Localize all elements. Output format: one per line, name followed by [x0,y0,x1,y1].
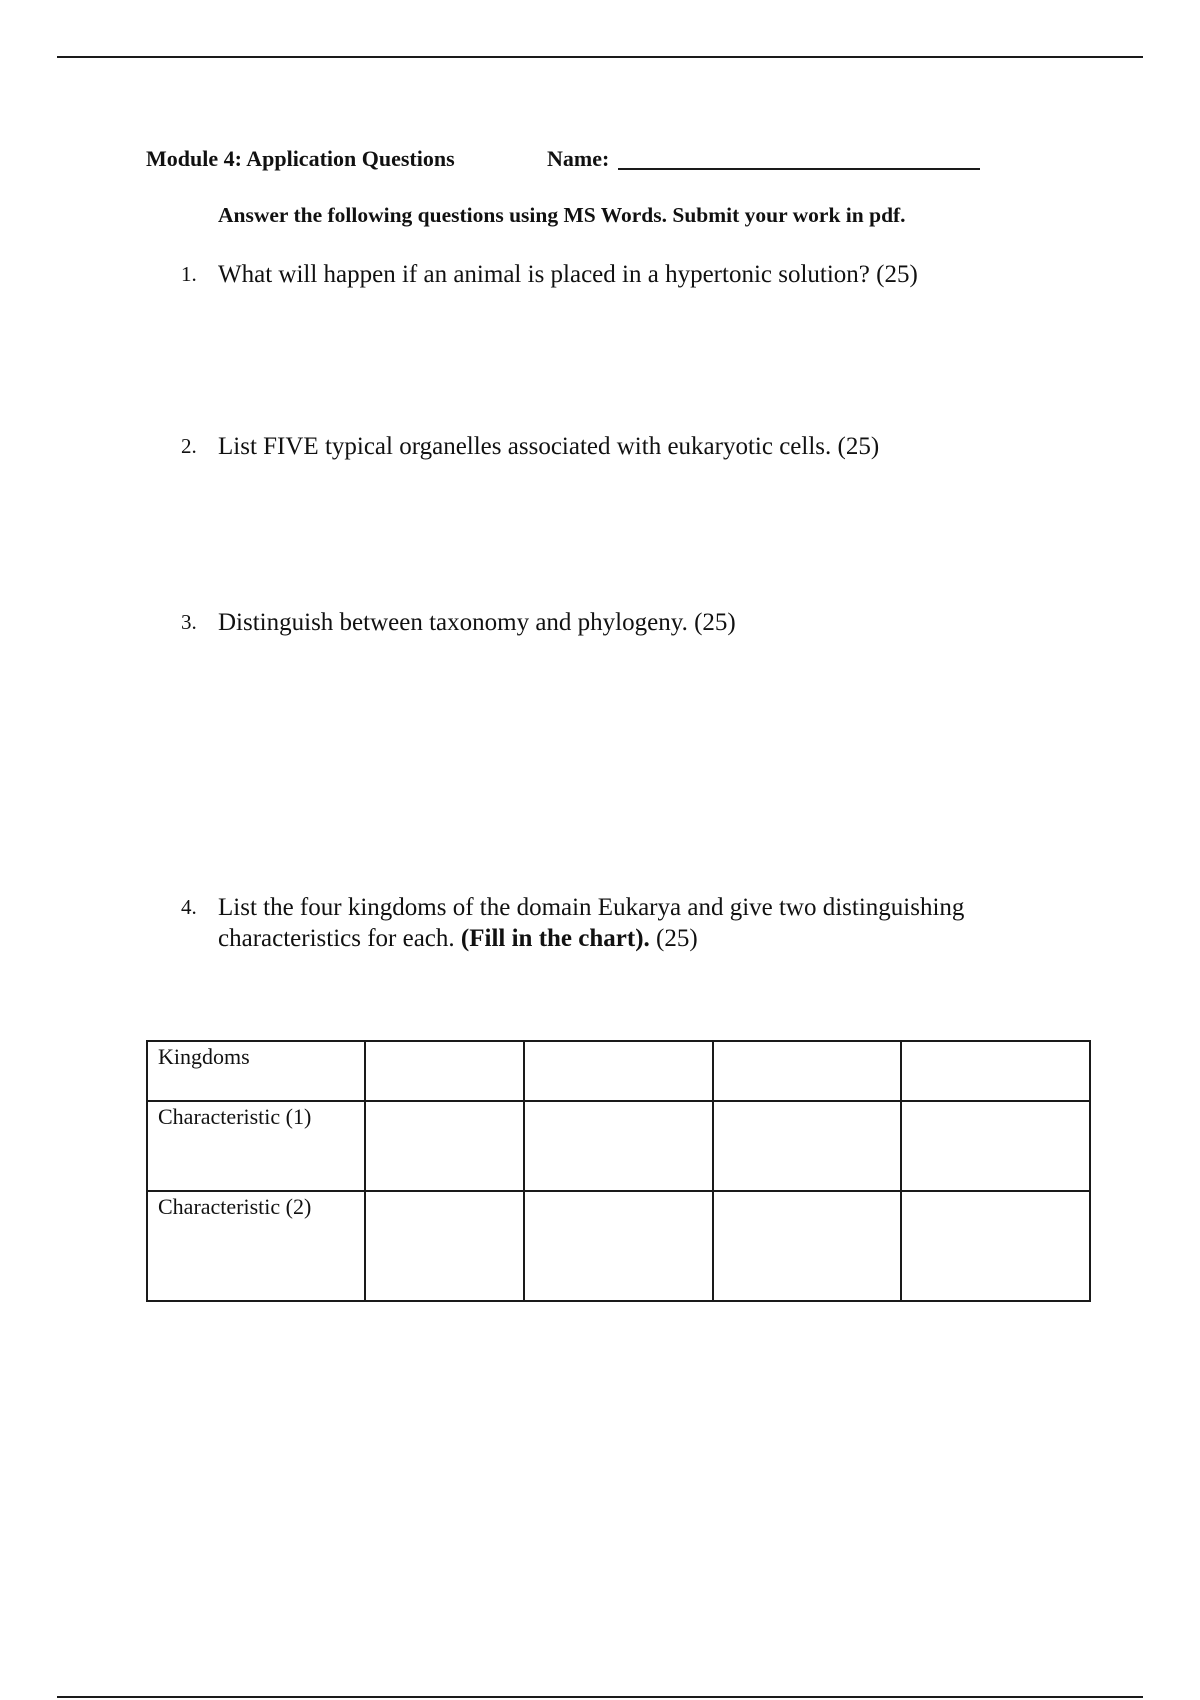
question-text: What will happen if an animal is placed in a hypertonic solution? (25) [218,261,918,288]
answer-cell[interactable] [901,1041,1090,1101]
header-row [146,146,610,172]
question-number: 3. [181,610,197,634]
answer-cell[interactable] [713,1191,901,1301]
question-text-line-2-start: characteristics for each. [218,925,461,952]
table-row [147,1101,1090,1191]
question-text [218,892,964,954]
question-text: Distinguish between taxonomy and phylogeny. (25) [218,609,736,636]
answer-cell[interactable] [901,1101,1090,1191]
answer-cell[interactable] [524,1041,713,1101]
name-underline-field[interactable] [618,168,980,170]
question-number: 1. [181,262,197,286]
answer-cell[interactable] [365,1191,524,1301]
module-title: Module 4: Application Questions [146,146,455,171]
row-label-characteristic-2: Characteristic (2) [147,1191,365,1301]
bottom-rule [57,1696,1143,1698]
question-number: 2. [181,434,197,458]
row-label-characteristic-1: Characteristic (1) [147,1101,365,1191]
table-row [147,1041,1090,1101]
table-row [147,1191,1090,1301]
answer-cell[interactable] [524,1101,713,1191]
question-text: List FIVE typical organelles associated with eukaryotic cells. (25) [218,433,880,460]
name-label: Name: [547,146,610,171]
question-text-line-2-end: (25) [649,925,698,952]
kingdoms-chart [146,1040,1091,1302]
answer-cell[interactable] [524,1191,713,1301]
answer-cell[interactable] [365,1101,524,1191]
question-text-line-1: List the four kingdoms of the domain Eukarya and give two distinguishing [218,894,965,921]
answer-cell[interactable] [901,1191,1090,1301]
answer-cell[interactable] [713,1101,901,1191]
top-rule [57,56,1143,58]
fill-in-chart-note: (Fill in the chart). [460,925,650,952]
instructions: Answer the following questions using MS Words. Submit your work in pdf. [218,203,906,227]
row-label-kingdoms: Kingdoms [147,1041,365,1101]
question-number: 4. [181,895,197,919]
answer-cell[interactable] [365,1041,524,1101]
answer-cell[interactable] [713,1041,901,1101]
